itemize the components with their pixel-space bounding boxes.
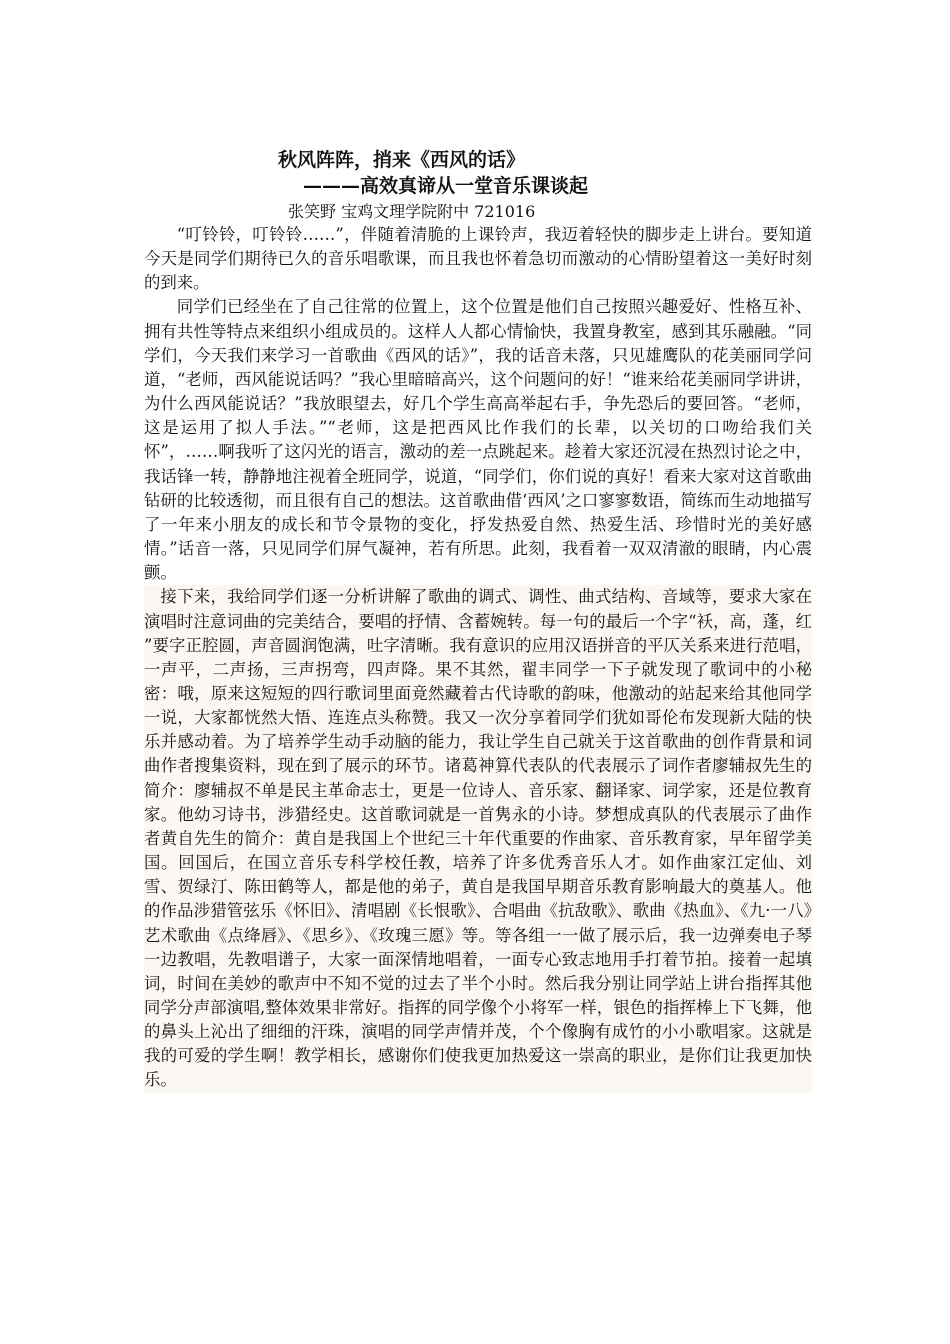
paragraph: 接下来，我给同学们逐一分析讲解了歌曲的调式、调性、曲式结构、音域等，要求大家在演唱时注意词曲的完美结合，要唱的抒情、含蓄婉转。每一句的最后一个字“袄，高，蓬，红 ”要字正腔圆，声音圆润饱满，吐字清晰。我有意识的应用汉语拼音的平仄关系来进行范唱，一声平，二声扬，三声拐弯，四声降。果不其然，翟丰同学一下子就发现了歌词中的小秘密：哦，原来这短短的四行歌词里面竟然藏着古代诗歌的韵味，他激动的站起来给其他同学一说，大家都恍然大悟、连连点头称赞。我又一次分享着同学们犹如哥伦布发现新大陆的快乐并感动着。为了培养学生动手动脑的能力，我让学生自己就关于这首歌曲的创作背景和词曲作者搜集资料，现在到了展示的环节。诸葛神算代表队的代表展示了词作者廖辅叔先生的简介：廖辅叔不单是民主革命志士，更是一位诗人、音乐家、翻译家、词学家，还是位教育家。他幼习诗书，涉猎经史。这首歌词就是一首隽永的小诗。梦想成真队的代表展示了曲作者黄自先生的简介：黄自是我国上个世纪三十年代重要的作曲家、音乐教育家，早年留学美国。回国后，在国立音乐专科学校任教，培养了许多优秀音乐人才。如作曲家江定仙、刘雪、贺绿汀、陈田鹤等人，都是他的弟子，黄自是我国早期音乐教育影响最大的奠基人。他的作品涉猎管弦乐《怀旧》、清唱剧《长恨歌》、合唱曲《抗敌歌》、歌曲《热血》、《九·一八》艺术歌曲《点绛唇》、《思乡》、《玫瑰三愿》等。等各组一一做了展示后，我一边弹奏电子琴一边教唱，先教唱谱子，大家一面深情地唱着，一面专心致志地用手打着节拍。接着一起填词，时间在美妙的歌声中不知不觉的过去了半个小时。然后我分别让同学站上讲台指挥其他同学分声部演唱,整体效果非常好。指挥的同学像个小将军一样，银色的指挥棒上下飞舞，他的鼻头上沁出了细细的汗珠，演唱的同学声情并茂，个个像胸有成竹的小小歌唱家。这就是我的可爱的学生啊！教学相长，感谢你们使我更加热爱这一崇高的职业，是你们让我更加快乐。	[144, 585, 812, 1092]
article-subtitle: ———高效真谛从一堂音乐课谈起	[303, 175, 589, 197]
paragraph: “叮铃铃，叮铃铃……”，伴随着清脆的上课铃声，我迈着轻快的脚步走上讲台。要知道今天是同学们期待已久的音乐唱歌课，而且我也怀着急切而激动的心情盼望着这一美好时刻的到来。	[144, 225, 812, 293]
author-byline: 张笑野 宝鸡文理学院附中 721016	[288, 202, 536, 221]
paragraph: 同学们已经坐在了自己往常的位置上，这个位置是他们自己按照兴趣爱好、性格互补、拥有共性等特点来组织小组成员的。这样人人都心情愉快，我置身教室，感到其乐融融。“同学们，今天我们来学习一首歌曲《西风的话》”，我的话音未落，只见雄鹰队的花美丽同学问道，“老师，西风能说话吗？”我心里暗暗高兴，这个问题问的好！“谁来给花美丽同学讲讲，为什么西风能说话？”我放眼望去，好几个学生高高举起右手，争先恐后的要回答。“老师，这是运用了拟人手法。”“老师，这是把西风比作我们的长辈，以关切的口吻给我们关怀”，……啊我听了这闪光的语言，激动的差一点跳起来。趁着大家还沉浸在热烈讨论之中，我话锋一转，静静地注视着全班同学，说道，“同学们，你们说的真好！看来大家对这首歌曲钻研的比较透彻，而且很有自己的想法。这首歌曲借‘西风’之口寥寥数语，简练而生动地描写了一年来小朋友的成长和节令景物的变化，抒发热爱自然、热爱生活、珍惜时光的美好感情。”话音一落，只见同学们屏气凝神，若有所思。此刻，我看着一双双清澈的眼睛，内心震颤。	[144, 297, 812, 583]
article-body	[144, 223, 812, 1093]
article-title: 秋风阵阵，捎来《西风的话》	[278, 149, 526, 171]
